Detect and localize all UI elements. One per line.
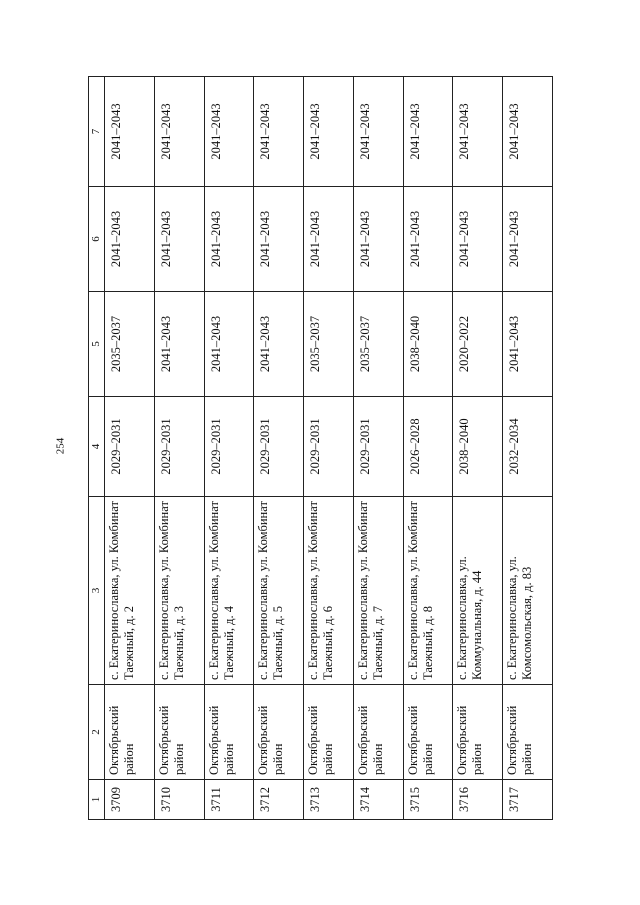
row-number: 3711 bbox=[204, 780, 254, 820]
period-cell-6: 2041–2043 bbox=[403, 187, 453, 292]
period-cell-5: 2020–2022 bbox=[453, 292, 503, 397]
column-header-4: 4 bbox=[89, 397, 105, 497]
period-cell-5: 2038–2040 bbox=[403, 292, 453, 397]
period-cell-6: 2041–2043 bbox=[353, 187, 403, 292]
period-cell-4: 2032–2034 bbox=[503, 397, 553, 497]
period-cell-4: 2029–2031 bbox=[353, 397, 403, 497]
row-number: 3717 bbox=[503, 780, 553, 820]
housing-schedule-table bbox=[88, 76, 553, 820]
table-row bbox=[254, 77, 304, 820]
period-cell-7: 2041–2043 bbox=[105, 77, 155, 187]
column-header-2: 2 bbox=[89, 685, 105, 780]
column-header-5: 5 bbox=[89, 292, 105, 397]
address-cell: с. Екатеринославка, ул. Комбинат Таежный, д. 2 bbox=[105, 497, 155, 685]
period-cell-4: 2029–2031 bbox=[304, 397, 354, 497]
district-cell: Октябрьский район bbox=[204, 685, 254, 780]
period-cell-6: 2041–2043 bbox=[105, 187, 155, 292]
address-cell: с. Екатеринославка, ул. Комбинат Таежный, д. 4 bbox=[204, 497, 254, 685]
period-cell-7: 2041–2043 bbox=[503, 77, 553, 187]
header-row bbox=[89, 77, 105, 820]
period-cell-4: 2029–2031 bbox=[204, 397, 254, 497]
period-cell-6: 2041–2043 bbox=[503, 187, 553, 292]
district-cell: Октябрьский район bbox=[105, 685, 155, 780]
row-number: 3714 bbox=[353, 780, 403, 820]
address-cell: с. Екатеринославка, ул. Комбинат Таежный, д. 5 bbox=[254, 497, 304, 685]
row-number: 3710 bbox=[154, 780, 204, 820]
table-row bbox=[105, 77, 155, 820]
address-cell: с. Екатеринославка, ул. Комбинат Таежный, д. 7 bbox=[353, 497, 403, 685]
row-number: 3709 bbox=[105, 780, 155, 820]
period-cell-7: 2041–2043 bbox=[304, 77, 354, 187]
period-cell-5: 2041–2043 bbox=[254, 292, 304, 397]
column-header-3: 3 bbox=[89, 497, 105, 685]
table-row bbox=[204, 77, 254, 820]
row-number: 3713 bbox=[304, 780, 354, 820]
period-cell-6: 2041–2043 bbox=[304, 187, 354, 292]
period-cell-7: 2041–2043 bbox=[353, 77, 403, 187]
district-cell: Октябрьский район bbox=[154, 685, 204, 780]
rotated-table-container bbox=[88, 77, 553, 820]
period-cell-7: 2041–2043 bbox=[254, 77, 304, 187]
period-cell-4: 2038–2040 bbox=[453, 397, 503, 497]
period-cell-6: 2041–2043 bbox=[204, 187, 254, 292]
period-cell-5: 2035–2037 bbox=[304, 292, 354, 397]
district-cell: Октябрьский район bbox=[453, 685, 503, 780]
address-cell: с. Екатеринославка, ул. Комбинат Таежный, д. 6 bbox=[304, 497, 354, 685]
period-cell-7: 2041–2043 bbox=[403, 77, 453, 187]
table-row bbox=[304, 77, 354, 820]
period-cell-4: 2029–2031 bbox=[154, 397, 204, 497]
table-row bbox=[453, 77, 503, 820]
page-number: 254 bbox=[54, 437, 67, 455]
column-header-6: 6 bbox=[89, 187, 105, 292]
period-cell-4: 2029–2031 bbox=[105, 397, 155, 497]
column-header-7: 7 bbox=[89, 77, 105, 187]
period-cell-7: 2041–2043 bbox=[204, 77, 254, 187]
district-cell: Октябрьский район bbox=[503, 685, 553, 780]
period-cell-4: 2026–2028 bbox=[403, 397, 453, 497]
table-row bbox=[503, 77, 553, 820]
period-cell-7: 2041–2043 bbox=[453, 77, 503, 187]
period-cell-4: 2029–2031 bbox=[254, 397, 304, 497]
address-cell: с. Екатеринославка, ул. Комбинат Таежный, д. 8 bbox=[403, 497, 453, 685]
period-cell-5: 2041–2043 bbox=[154, 292, 204, 397]
district-cell: Октябрьский район bbox=[254, 685, 304, 780]
period-cell-5: 2035–2037 bbox=[353, 292, 403, 397]
period-cell-6: 2041–2043 bbox=[254, 187, 304, 292]
table-row bbox=[353, 77, 403, 820]
period-cell-5: 2041–2043 bbox=[503, 292, 553, 397]
address-cell: с. Екатеринославка, ул. Коммунальная, д. 44 bbox=[453, 497, 503, 685]
row-number: 3716 bbox=[453, 780, 503, 820]
address-cell: с. Екатеринославка, ул. Комбинат Таежный, д. 3 bbox=[154, 497, 204, 685]
table-row bbox=[154, 77, 204, 820]
period-cell-6: 2041–2043 bbox=[154, 187, 204, 292]
district-cell: Октябрьский район bbox=[403, 685, 453, 780]
period-cell-6: 2041–2043 bbox=[453, 187, 503, 292]
district-cell: Октябрьский район bbox=[353, 685, 403, 780]
address-cell: с. Екатеринославка, ул. Комсомольская, д. 83 bbox=[503, 497, 553, 685]
row-number: 3712 bbox=[254, 780, 304, 820]
row-number: 3715 bbox=[403, 780, 453, 820]
period-cell-5: 2035–2037 bbox=[105, 292, 155, 397]
period-cell-7: 2041–2043 bbox=[154, 77, 204, 187]
period-cell-5: 2041–2043 bbox=[204, 292, 254, 397]
table-row bbox=[403, 77, 453, 820]
district-cell: Октябрьский район bbox=[304, 685, 354, 780]
column-header-1: 1 bbox=[89, 780, 105, 820]
